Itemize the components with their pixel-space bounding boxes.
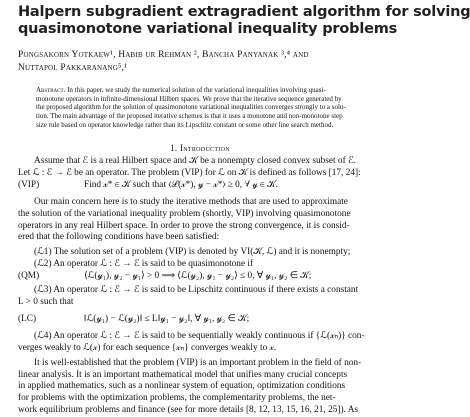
- author-line: Nuttapol Pakkaranang⁵,¹: [18, 63, 128, 73]
- abstract-line: tion. The main advantage of the proposed iterative schemes is that it uses a monotone and non-monotone step: [36, 112, 343, 121]
- paragraph-line: in applied mathematics, such as a nonlinear system of equation, optimization conditions: [18, 381, 346, 392]
- title-line: Halpern subgradient extragradient algorithm for solving: [18, 4, 470, 20]
- paragraph-line: for problems with the optimization problems, the complementarity problems, the net-: [18, 393, 336, 404]
- abstract-line: size rule based on operator knowledge rather than its Lipschitz constant or some other line search method.: [36, 120, 334, 129]
- title-line: quasimonotone variational inequality problems: [18, 21, 398, 37]
- paragraph-line: L > 0 such that: [18, 297, 74, 308]
- condition-l4: (ℒ4) An operator ℒ : ℰ → ℰ is said to be sequentially weakly continuous if {ℒ(𝓍ₙ)} con-: [34, 330, 365, 341]
- paragraph-line: the solution of the variational inequality problem (shortly, VIP) involving quasimonotone: [18, 208, 351, 219]
- abstract-line: the proposed algorithm for the solution of quasimonotone variational inequalities converges strongly to a solu-: [36, 103, 346, 112]
- paragraph-line: It is well-established that the problem (VIP) is an important problem in the field of non-: [34, 357, 362, 368]
- qm-equation: [18, 271, 384, 285]
- condition-l1: (ℒ1) The solution set of a problem (VIP) is denoted by VI(𝒦, ℒ) and it is nonempty;: [34, 247, 351, 258]
- abstract-line: In this paper, we study the numerical solution of the variational inequalities involving quasi-: [65, 86, 326, 94]
- equation-tag: (VIP): [18, 179, 40, 190]
- condition-l3: (ℒ3) An operator ℒ : ℰ → ℰ is said to be Lipschitz continuous if there exists a constant: [34, 285, 359, 296]
- section-heading: 1. Introduction: [170, 143, 230, 153]
- equation-tag: (LC): [18, 313, 37, 324]
- body-text: [18, 156, 384, 417]
- equation-expression: Find 𝓍* ∈ 𝒦 such that ⟨ℒ(𝓍*), 𝓎 − 𝓍*⟩ ≥ 0, ∀ 𝓎 ∈ 𝒦.: [84, 179, 278, 190]
- vip-equation: [18, 180, 384, 194]
- paragraph-line: ered that the following conditions have been satisfied:: [18, 232, 220, 243]
- abstract-line: monotone operators in infinite-dimensional Hilbert spaces. We prove that the iterative sequence generated by: [36, 94, 342, 103]
- paragraph-line: Assume that ℰ is a real Hilbert space and 𝒦 be a nonempty closed convex subset of ℰ.: [34, 156, 356, 166]
- paragraph-line: operators in any real Hilbert space. In order to prove the strong convergence, it is consid-: [18, 220, 350, 231]
- condition-l2: (ℒ2) An operator ℒ : ℰ → ℰ is said to be quasimonotone if: [34, 259, 254, 270]
- paragraph-line: work equilibrium problems and finance (see for more details [8, 12, 13, 15, 16, 21, 25]). As: [18, 405, 359, 416]
- paragraph-line: verges weakly to ℒ(𝓍) for each sequence {𝓍ₙ} converges weakly to 𝓍.: [18, 342, 277, 353]
- paper-title: [18, 4, 470, 38]
- author-list: [18, 49, 388, 75]
- equation-tag: (QM): [18, 271, 40, 282]
- equation-expression: ⟨ℒ(𝓎₁), 𝓎₂ − 𝓎₁⟩ > 0 ⟹ ⟨ℒ(𝓎₂), 𝓎₁ − 𝓎₂⟩ ≤ 0, ∀ 𝓎₁, 𝓎₂ ∈ 𝒦;: [84, 271, 312, 282]
- lc-equation: [18, 314, 384, 328]
- author-line: Pongsakorn Yotkaew¹, Habib ur Rehman ², Bancha Panyanak ³,⁴ and: [18, 50, 309, 60]
- paragraph-line: Let ℒ : ℰ → ℰ be an operator. The problem (VIP) for ℒ on 𝒦 is defined as follows [17, 24]:: [18, 167, 361, 178]
- abstract-heading: Abstract.: [36, 86, 66, 94]
- equation-expression: ‖ℒ(𝓎₁) − ℒ(𝓎₂)‖ ≤ L‖𝓎₁ − 𝓎₂‖, ∀ 𝓎₁, 𝓎₂ ∈ 𝒦;: [84, 313, 250, 324]
- paragraph-line: linear analysis. It is an important mathematical model that unifies many crucial concepts: [18, 369, 348, 380]
- paragraph-line: Our main concern here is to study the iterative methods that are used to approximate: [34, 196, 348, 207]
- abstract: [36, 86, 368, 130]
